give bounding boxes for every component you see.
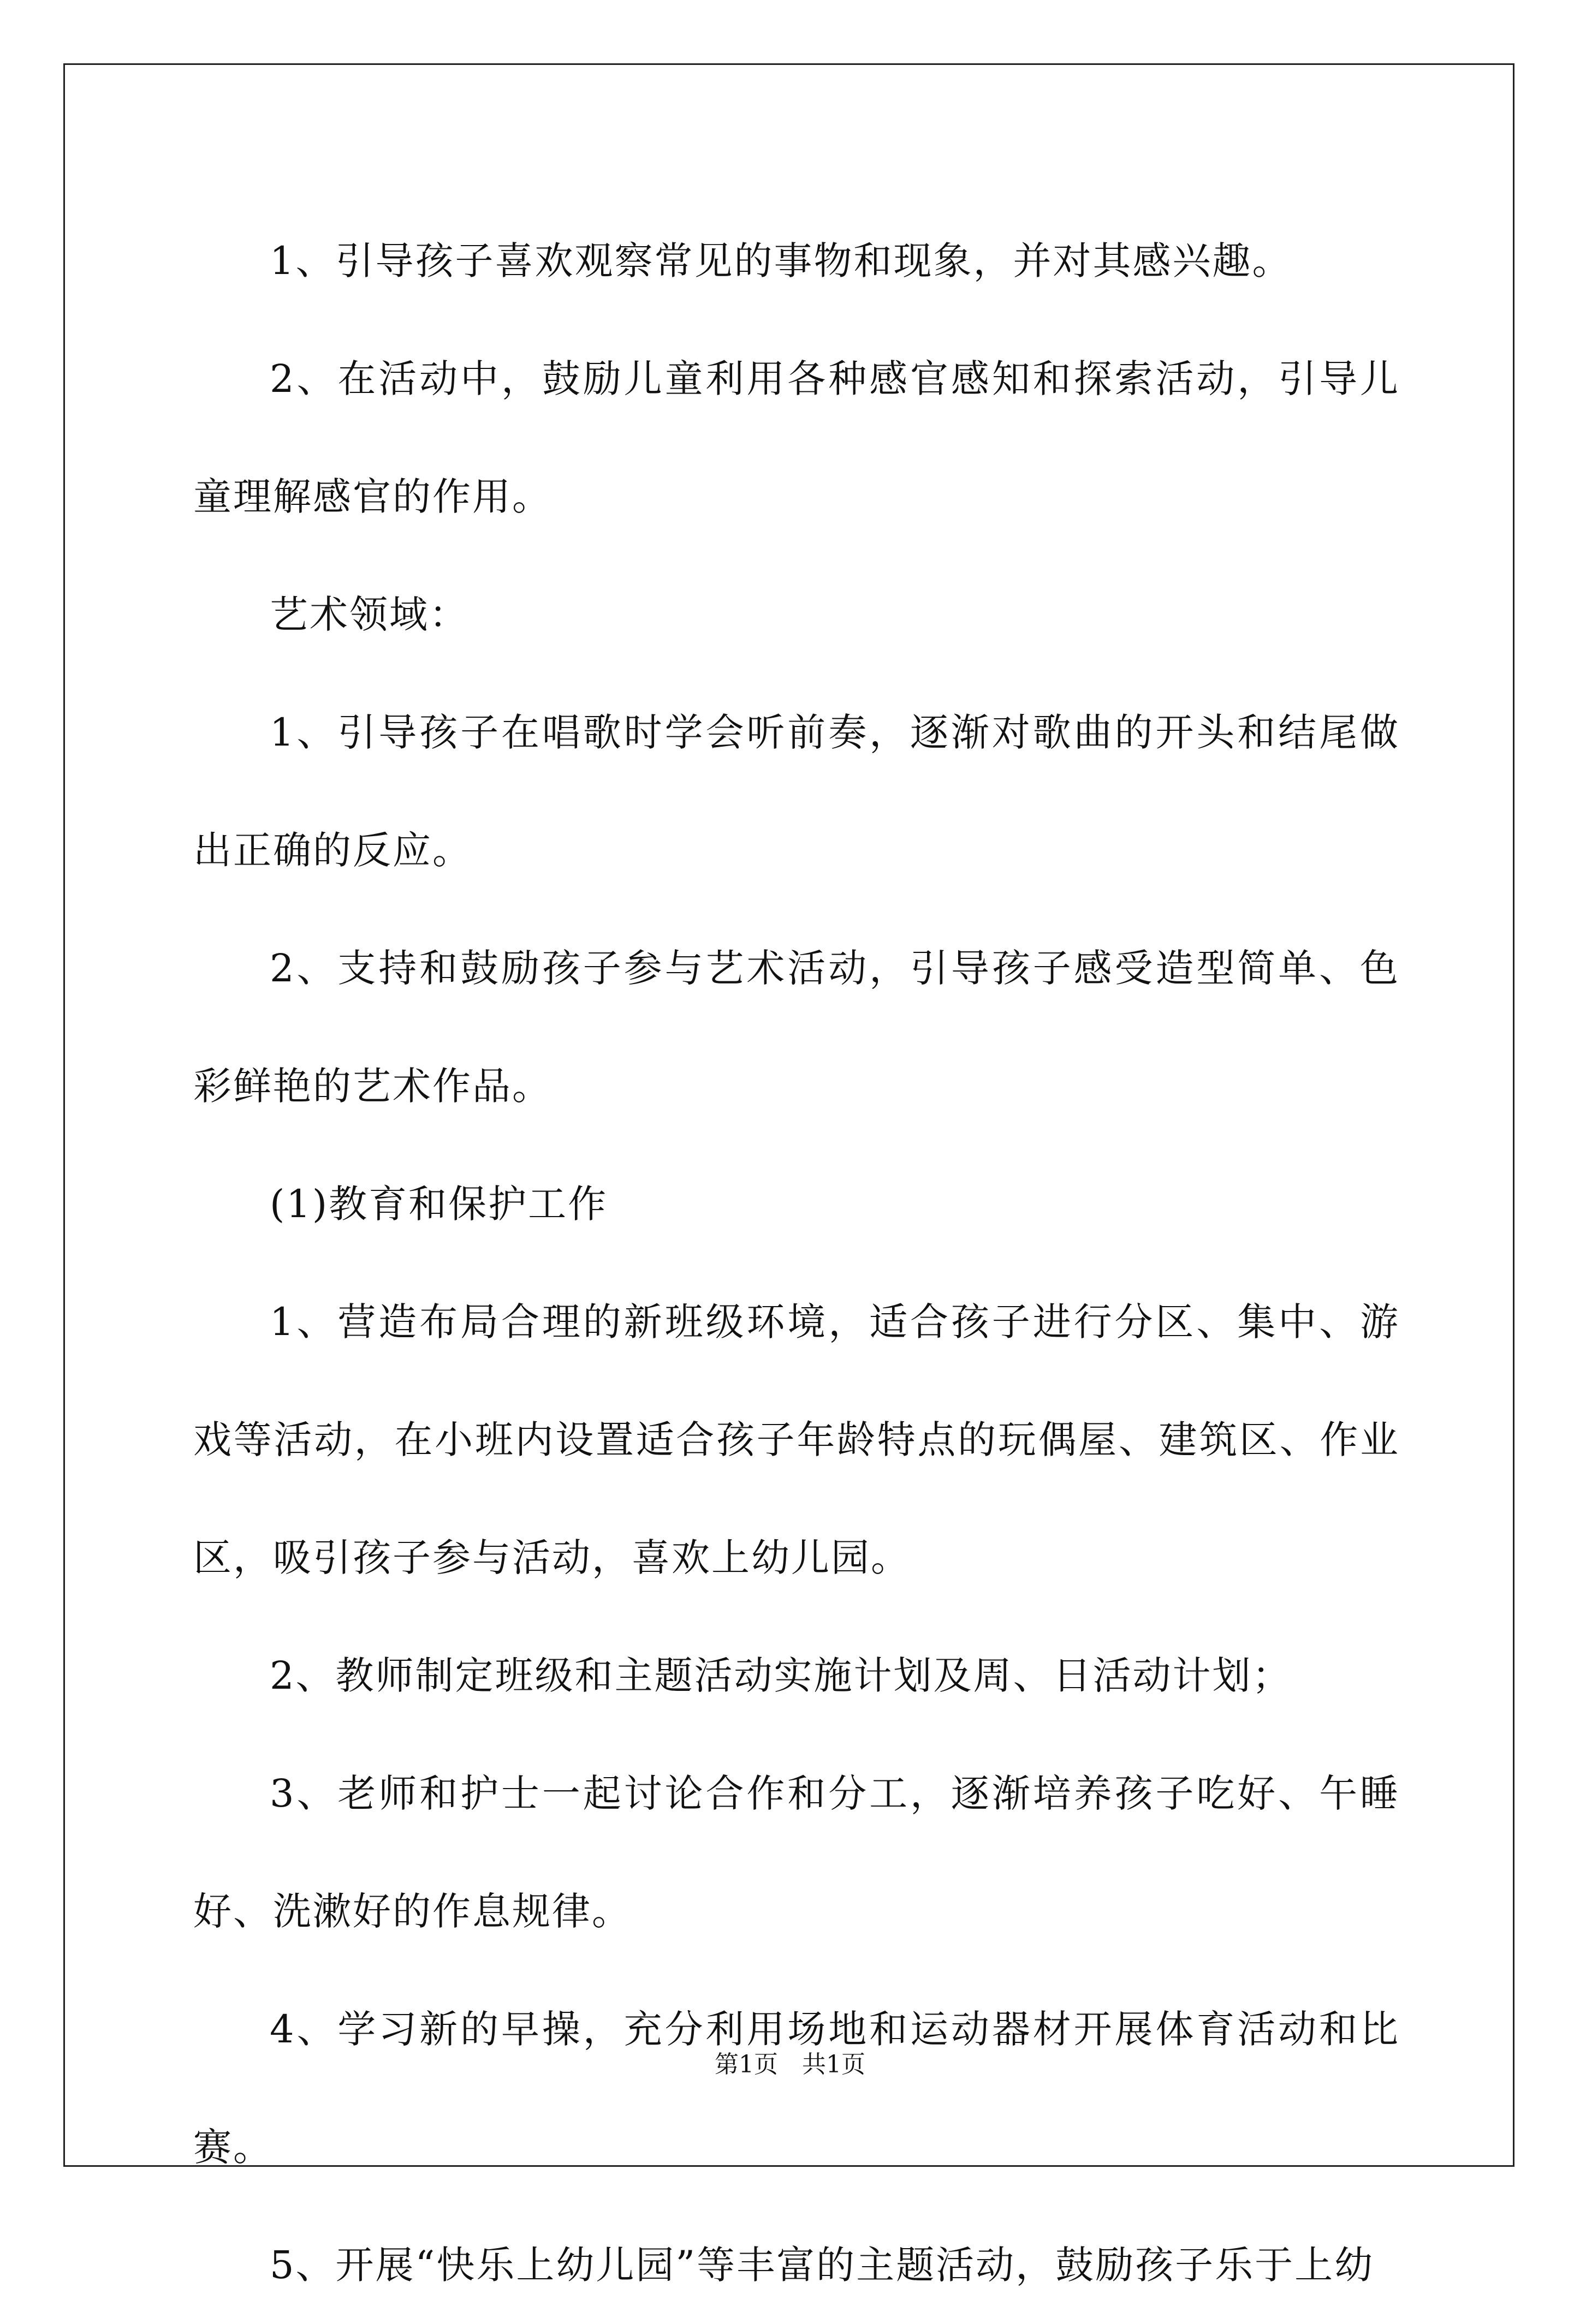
paragraph-senses: 2、在活动中，鼓励儿童利用各种感官感知和探索活动，引导儿童理解感官的作用。 — [193, 356, 1400, 519]
paragraph-exercise: 4、学习新的早操，充分利用场地和运动器材开展体育活动和比赛。 — [193, 2007, 1400, 2170]
section-heading-education: (1)教育和保护工作 — [270, 1182, 608, 1226]
paragraph-routine: 3、老师和护士一起讨论合作和分工，逐渐培养孩子吃好、午睡好、洗漱好的作息规律。 — [193, 1771, 1400, 1934]
paragraph-environment: 1、营造布局合理的新班级环境，适合孩子进行分区、集中、游戏等活动，在小班内设置适合孩子年龄特点的玩偶屋、建筑区、作业区，吸引孩子参与活动，喜欢上幼儿园。 — [193, 1300, 1400, 1580]
paragraph-plans: 2、教师制定班级和主题活动实施计划及周、日活动计划； — [270, 1653, 1292, 1698]
paragraph-observation: 1、引导孩子喜欢观察常见的事物和现象，并对其感兴趣。 — [270, 239, 1292, 283]
paragraph-singing: 1、引导孩子在唱歌时学会听前奏，逐渐对歌曲的开头和结尾做出正确的反应。 — [193, 710, 1400, 873]
paragraph-themes: 5、开展“快乐上幼儿园”等丰富的主题活动，鼓励孩子乐于上幼 — [270, 2243, 1375, 2287]
section-heading-art: 艺术领域： — [270, 592, 469, 637]
document-body — [193, 202, 1400, 2324]
paragraph-art-activities: 2、支持和鼓励孩子参与艺术活动，引导孩子感受造型简单、色彩鲜艳的艺术作品。 — [193, 946, 1400, 1109]
page-footer: 第1页 共1页 — [715, 2051, 865, 2078]
